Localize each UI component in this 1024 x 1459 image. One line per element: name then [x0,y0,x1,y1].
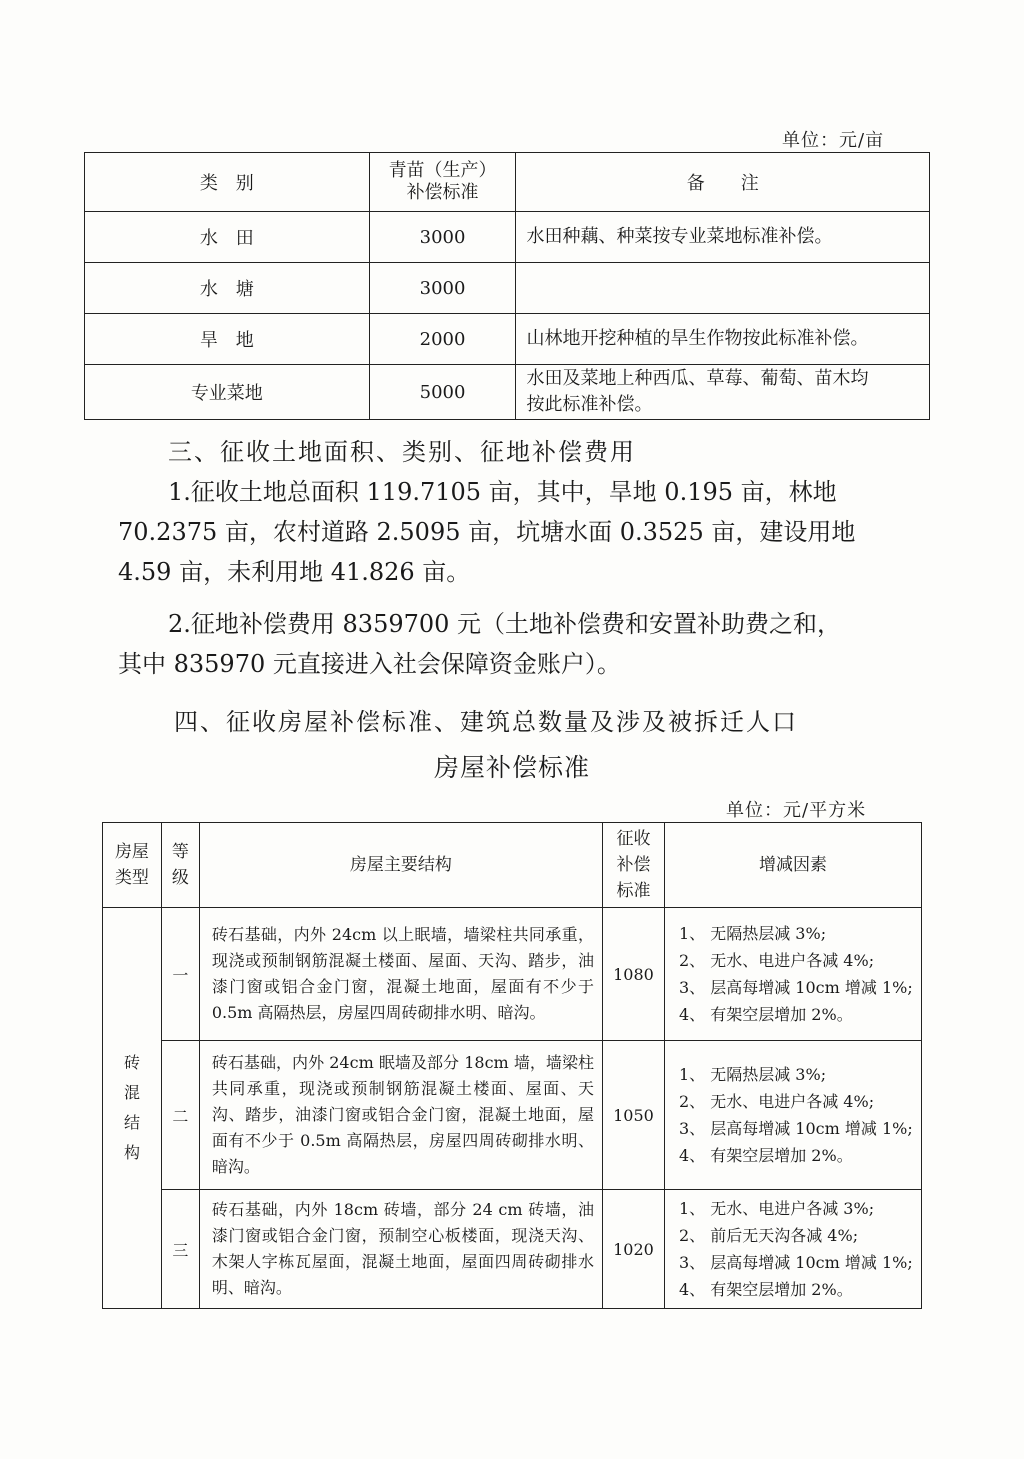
structure-cell: 砖石基础，内外 18cm 砖墙，部分 24 cm 砖墙，油漆门窗或铝合金门窗，预制空心板楼面，现浇天沟、木架人字栋瓦屋面，混凝土地面，屋面四周砖砌排水明、暗沟。 [199,1190,602,1309]
standard-cell: 1050 [603,1041,665,1190]
grade-cell: 二 [161,1041,199,1190]
header-remark: 备 注 [516,153,930,212]
table1-unit: 单位：元/亩 [782,130,885,151]
header-structure: 房屋主要结构 [199,823,602,908]
table-row [103,908,922,1041]
table-row [103,1041,922,1190]
row-standard: 3000 [369,263,516,314]
crop-compensation-table [84,152,930,420]
table-header-row [103,823,922,908]
row-category: 水 塘 [85,263,370,314]
factors-cell: 1、 无隔热层减 3%; 2、 无水、电进户各减 4%; 3、 层高每增减 10cm 增减 1%; 4、 有架空层增加 2%。 [664,908,921,1041]
row-category: 旱 地 [85,314,370,365]
standard-cell: 1080 [603,908,665,1041]
row-category: 专业菜地 [85,365,370,420]
section3-paragraph1: 1.征收土地总面积 119.7105 亩，其中，旱地 0.195 亩，林地 70.2375 亩，农村道路 2.5095 亩，坑塘水面 0.3525 亩，建设用地 4.59 亩，未利用地 41.826 亩。 [118,478,856,586]
row-category: 水 田 [85,212,370,263]
row-remark [516,263,930,314]
section4-heading: 四、征收房屋补偿标准、建筑总数量及涉及被拆迁人口 [174,708,798,736]
grade-cell: 三 [161,1190,199,1309]
row-remark: 山林地开挖种植的旱生作物按此标准补偿。 [516,314,930,365]
structure-cell: 砖石基础，内外 24cm 以上眠墙，墙梁柱共同承重，现浇或预制钢筋混凝土楼面、屋面、天沟、踏步，油漆门窗或铝合金门窗，混凝土地面，屋面有不少于 0.5m 高隔热层，房屋四周砖砌排水明、暗沟。 [199,908,602,1041]
structure-cell: 砖石基础，内外 24cm 眠墙及部分 18cm 墙，墙梁柱共同承重，现浇或预制钢筋混凝土楼面、屋面、天沟、踏步，油漆门窗或铝合金门窗，混凝土地面，屋面有不少于 0.5m 高隔热层，房屋四周砖砌排水明、暗沟。 [199,1041,602,1190]
factors-cell: 1、 无水、电进户各减 3%; 2、 前后无天沟各减 4%; 3、 层高每增减 10cm 增减 1%; 4、 有架空层增加 2%。 [664,1190,921,1309]
table-row [85,212,930,263]
header-factors: 增减因素 [664,823,921,908]
row-remark: 水田种藕、种菜按专业菜地标准补偿。 [516,212,930,263]
row-remark: 水田及菜地上种西瓜、草莓、葡萄、苗木均 按此标准补偿。 [516,365,930,420]
table-row [85,314,930,365]
header-grade: 等 级 [161,823,199,908]
house-compensation-table [102,822,922,1309]
header-standard: 青苗（生产） 补偿标准 [369,153,516,212]
table-row [85,365,930,420]
row-standard: 2000 [369,314,516,365]
header-category: 类 别 [85,153,370,212]
header-standard: 征收 补偿 标准 [603,823,665,908]
house-table-title: 房屋补偿标准 [433,753,590,782]
section3-paragraph2: 2.征地补偿费用 8359700 元（土地补偿费和安置补助费之和， 其中 835970 元直接进入社会保障资金账户）。 [118,610,842,678]
table-row [103,1190,922,1309]
grade-cell: 一 [161,908,199,1041]
row-standard: 3000 [369,212,516,263]
table-header-row [85,153,930,212]
standard-cell: 1020 [603,1190,665,1309]
row-standard: 5000 [369,365,516,420]
factors-cell: 1、 无隔热层减 3%; 2、 无水、电进户各减 4%; 3、 层高每增减 10cm 增减 1%; 4、 有架空层增加 2%。 [664,1041,921,1190]
header-house-type: 房屋 类型 [103,823,162,908]
table2-unit: 单位：元/平方米 [726,800,867,821]
house-type-cell: 砖 混 结 构 [103,908,162,1309]
section3-heading: 三、征收土地面积、类别、征地补偿费用 [168,438,636,466]
table-row [85,263,930,314]
